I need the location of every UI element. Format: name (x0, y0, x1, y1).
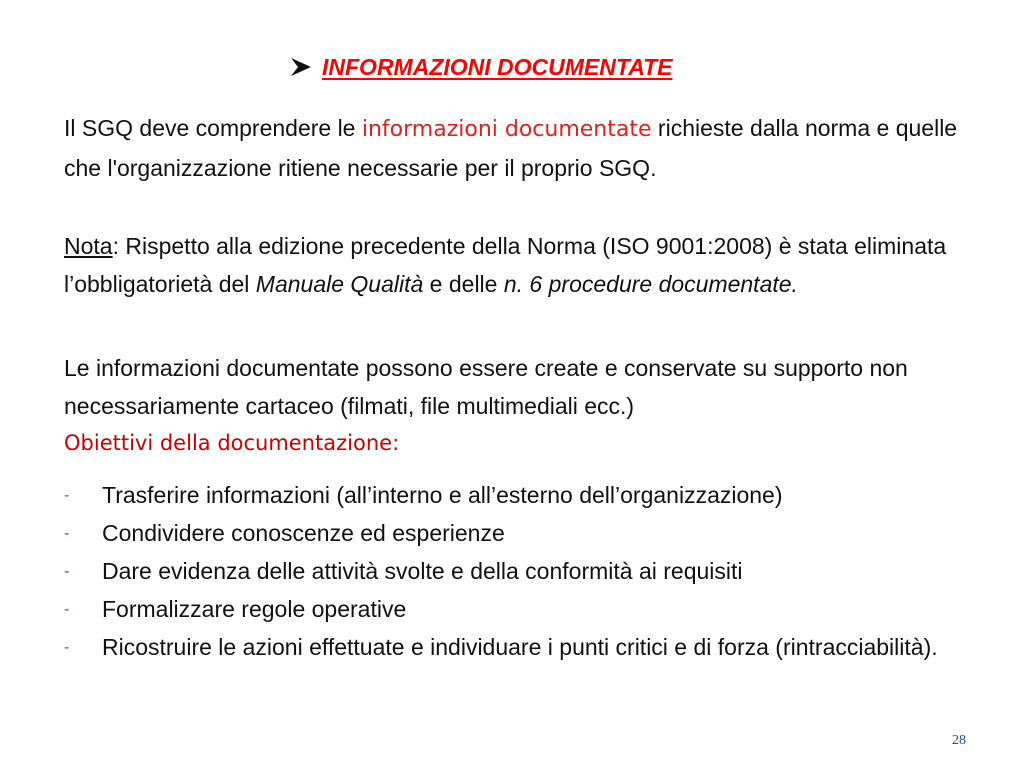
dash-bullet-icon: - (64, 563, 70, 580)
nota-text-1: : Rispetto alla edizione precedente della Norma (ISO 9001:2008) è stata eliminata l’obbligatorietà del (64, 233, 947, 297)
paragraph-sgq-text-before: Il SGQ deve comprendere le (64, 115, 362, 141)
nota-text-2: e delle (423, 271, 504, 297)
paragraph-sgq-text-after: richieste dalla norma e quelle che l'organizzazione ritiene necessarie per il proprio SGQ. (64, 115, 958, 181)
paragraph-sgq (64, 109, 984, 187)
highlight-informazioni-documentate: informazioni documentate (361, 117, 652, 142)
list-item-text: Dare evidenza delle attività svolte e della conformità ai requisiti (102, 558, 743, 584)
slide-title (290, 54, 673, 83)
list-item-text: Trasferire informazioni (all’interno e all’esterno dell’organizzazione) (102, 482, 783, 508)
paragraph-supporto (64, 349, 984, 425)
nota-manuale-qualita: Manuale Qualità (255, 271, 424, 297)
title-text: INFORMAZIONI DOCUMENTATE (322, 54, 673, 80)
list-item (64, 628, 984, 666)
dash-bullet-icon: - (64, 525, 70, 542)
dash-bullet-icon: - (64, 601, 70, 618)
list-item-text: Formalizzare regole operative (102, 596, 407, 622)
list-item-text: Ricostruire le azioni effettuate e individuare i punti critici e di forza (rintracciabilità). (102, 634, 938, 660)
nota-procedure-documentate: n. 6 procedure documentate. (503, 271, 798, 297)
list-item (64, 514, 984, 552)
dash-bullet-icon: - (64, 487, 70, 504)
list-item (64, 590, 984, 628)
list-item (64, 552, 984, 590)
page-number: 28 (952, 733, 966, 748)
dash-bullet-icon: - (64, 639, 70, 656)
paragraph-nota (64, 227, 984, 303)
paragraph-supporto-text: Le informazioni documentate possono essere create e conservate su supporto non necessariamente cartaceo (filmati, file multimediali ecc.) (64, 355, 908, 419)
objectives-heading: Obiettivi della documentazione: (64, 431, 400, 455)
list-item-text: Condividere conoscenze ed esperienze (102, 520, 505, 546)
objectives-list (64, 476, 984, 666)
nota-label: Nota (64, 233, 113, 259)
arrow-bullet-icon (290, 56, 312, 83)
list-item (64, 476, 984, 514)
